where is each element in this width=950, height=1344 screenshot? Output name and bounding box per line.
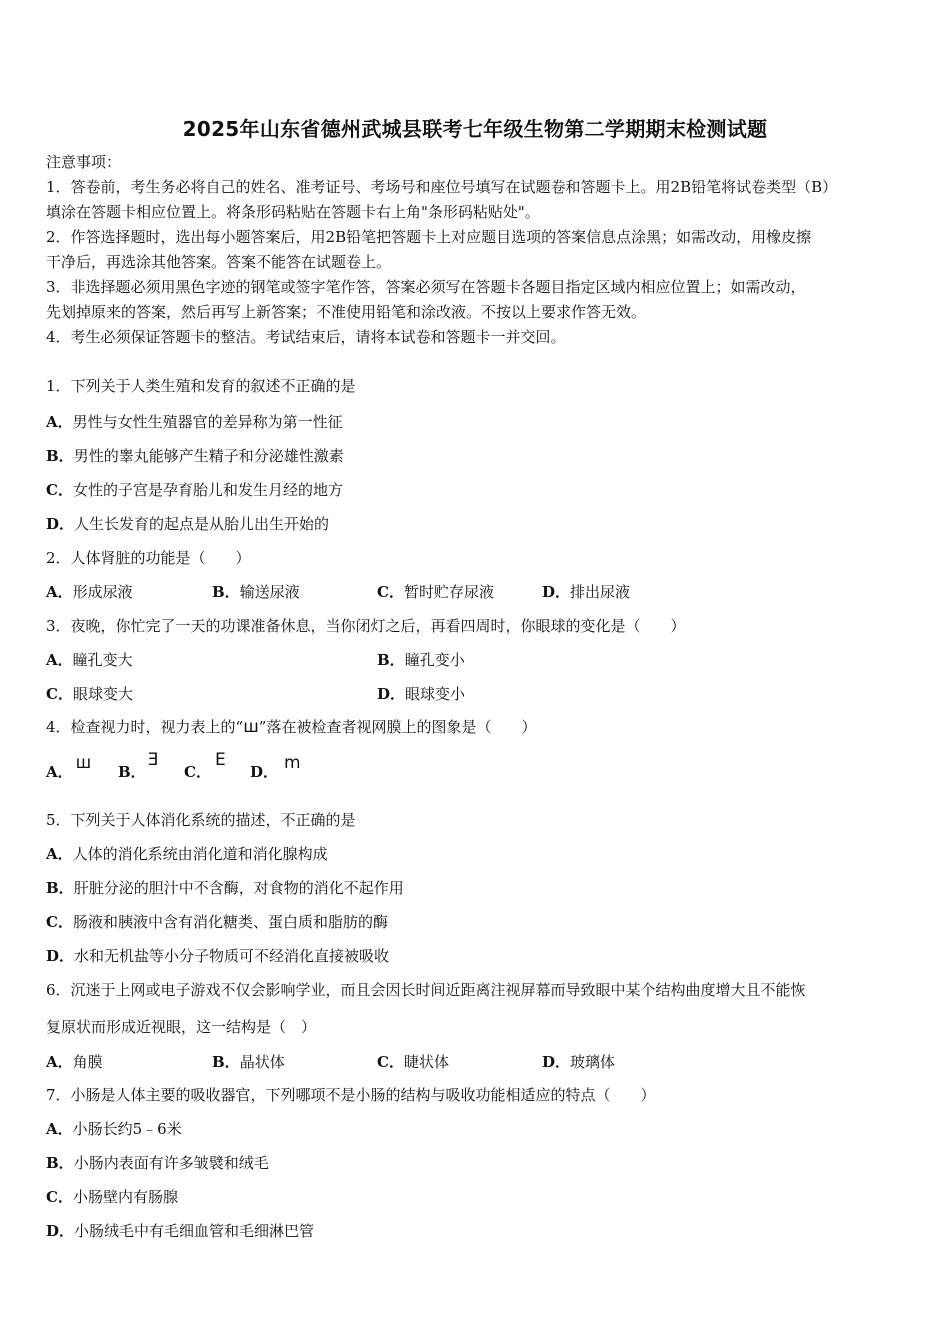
option-text: 输送尿液	[239, 583, 300, 601]
q4-option-a	[46, 753, 92, 782]
q6-option-d	[542, 1052, 615, 1072]
option-text: 男性的睾丸能够产生精子和分泌雄性激素	[73, 447, 344, 465]
option-letter: C．	[46, 1188, 73, 1206]
q6-option-a	[46, 1052, 103, 1072]
option-letter: D．	[542, 1053, 571, 1071]
option-text: 人体的消化系统由消化道和消化腺构成	[72, 845, 328, 863]
e-glyph-up: m	[284, 753, 301, 773]
e-glyph-right: E	[214, 750, 226, 770]
note-line: 干净后，再选涂其他答案。答案不能答在试题卷上。	[46, 253, 392, 271]
option-text: 瞳孔变小	[404, 651, 465, 669]
option-letter: B．	[46, 1154, 74, 1172]
option-letter: A．	[46, 1053, 73, 1071]
option-text: 暂时贮存尿液	[403, 583, 494, 601]
option-letter: C．	[377, 1053, 404, 1071]
q6-option-c	[377, 1052, 449, 1072]
option-letter: B．	[377, 651, 405, 669]
option-letter: A．	[46, 763, 73, 781]
option-letter: D．	[46, 947, 75, 965]
option-text: 角膜	[72, 1053, 103, 1071]
option-letter: C．	[46, 685, 73, 703]
note-line: 1．答卷前，考生务必将自己的姓名、准考证号、考场号和座位号填写在试题卷和答题卡上。用2B铅笔将试卷类型（B）	[46, 178, 838, 196]
option-letter: B．	[212, 1053, 240, 1071]
q1-option-c	[46, 480, 343, 500]
option-letter: C．	[46, 913, 73, 931]
option-text: 睫状体	[403, 1053, 449, 1071]
question-5-stem: 5．下列关于人体消化系统的描述，不正确的是	[46, 811, 356, 829]
option-text: 排出尿液	[570, 583, 631, 601]
option-letter: D．	[250, 763, 279, 781]
option-text: 小肠壁内有肠腺	[72, 1188, 178, 1206]
page-title: 2025年山东省德州武城县联考七年级生物第二学期期末检测试题	[182, 117, 768, 141]
e-glyph-down: ш	[75, 753, 92, 773]
option-text: 男性与女性生殖器官的差异称为第一性征	[72, 413, 343, 431]
option-letter: C．	[377, 583, 404, 601]
q4-option-b	[118, 750, 159, 782]
option-text: 晶状体	[239, 1053, 285, 1071]
q5-option-c	[46, 912, 388, 932]
option-text: 小肠绒毛中有毛细血管和毛细淋巴管	[74, 1222, 315, 1240]
note-line: 3．非选择题必须用黑色字迹的钢笔或签字笔作答，答案必须写在答题卡各题目指定区域内相应位置上；如需改动，	[46, 278, 806, 296]
option-letter: D．	[46, 1222, 75, 1240]
option-text: 肝脏分泌的胆汁中不含酶，对食物的消化不起作用	[73, 879, 404, 897]
note-line: 填涂在答题卡相应位置上。将条形码粘贴在答题卡右上角"条形码粘贴处"。	[46, 203, 540, 221]
option-text: 女性的子宫是孕育胎儿和发生月经的地方	[72, 481, 343, 499]
option-text: 眼球变大	[72, 685, 133, 703]
option-letter: D．	[46, 515, 75, 533]
option-letter: B．	[46, 879, 74, 897]
q3-option-d	[377, 684, 465, 704]
q4-option-d	[250, 753, 301, 782]
option-letter: A．	[46, 1120, 73, 1138]
option-letter: D．	[377, 685, 406, 703]
e-glyph-left: Ǝ	[147, 750, 159, 770]
q5-option-b	[46, 878, 404, 898]
question-1-stem: 1．下列关于人类生殖和发育的叙述不正确的是	[46, 377, 356, 395]
question-6-stem: 6．沉迷于上网或电子游戏不仅会影响学业，而且会因长时间近距离注视屏幕而导致眼中某个结构曲度增大且不能恢	[46, 981, 806, 999]
q7-option-a	[46, 1119, 182, 1139]
option-letter: B．	[46, 447, 74, 465]
q5-option-d	[46, 946, 389, 966]
q6-option-b	[212, 1052, 285, 1072]
option-text: 人生长发育的起点是从胎儿出生开始的	[74, 515, 330, 533]
note-line: 4．考生必须保证答题卡的整洁。考试结束后，请将本试卷和答题卡一并交回。	[46, 328, 566, 346]
q1-option-b	[46, 446, 344, 466]
option-letter: A．	[46, 651, 73, 669]
option-letter: C．	[184, 763, 211, 781]
q2-option-b	[212, 582, 300, 602]
q1-option-a	[46, 412, 343, 432]
option-letter: C．	[46, 481, 73, 499]
q5-option-a	[46, 844, 328, 864]
q7-option-d	[46, 1221, 314, 1241]
question-6-stem-cont: 复原状而形成近视眼，这一结构是（ ）	[46, 1018, 317, 1036]
q4-option-c	[184, 750, 226, 782]
q2-option-c	[377, 582, 494, 602]
e-chart-glyph: ш	[243, 717, 259, 737]
option-letter: A．	[46, 845, 73, 863]
option-letter: D．	[542, 583, 571, 601]
note-line: 先划掉原来的答案，然后再写上新答案；不准使用铅笔和涂改液。不按以上要求作答无效。	[46, 303, 647, 321]
stem-text: 4．检查视力时，视力表上的“	[46, 718, 244, 736]
option-text: 水和无机盐等小分子物质可不经消化直接被吸收	[74, 947, 390, 965]
option-letter: A．	[46, 413, 73, 431]
option-text: 小肠内表面有许多皱襞和绒毛	[73, 1154, 269, 1172]
option-letter: B．	[212, 583, 240, 601]
option-text: 眼球变小	[405, 685, 466, 703]
stem-text: ”落在被检查者视网膜上的图象是（ ）	[258, 718, 537, 736]
question-7-stem: 7．小肠是人体主要的吸收器官，下列哪项不是小肠的结构与吸收功能相适应的特点（ ）	[46, 1086, 656, 1104]
question-2-stem: 2．人体肾脏的功能是（ ）	[46, 549, 251, 567]
q7-option-b	[46, 1153, 269, 1173]
q1-option-d	[46, 514, 329, 534]
q3-option-b	[377, 650, 465, 670]
note-line: 2．作答选择题时，选出每小题答案后，用2B铅笔把答题卡上对应题目选项的答案信息点涂黑；如需改动，用橡皮擦	[46, 228, 812, 246]
q2-option-a	[46, 582, 133, 602]
option-text: 瞳孔变大	[72, 651, 133, 669]
question-4-stem	[46, 717, 536, 737]
q3-option-a	[46, 650, 133, 670]
question-3-stem: 3．夜晚，你忙完了一天的功课准备休息，当你闭灯之后，再看四周时，你眼球的变化是（ ）	[46, 617, 686, 635]
option-letter: B．	[118, 763, 146, 781]
q2-option-d	[542, 582, 630, 602]
option-letter: A．	[46, 583, 73, 601]
option-text: 肠液和胰液中含有消化糖类、蛋白质和脂肪的酶	[72, 913, 388, 931]
q7-option-c	[46, 1187, 178, 1207]
q3-option-c	[46, 684, 133, 704]
option-text: 玻璃体	[570, 1053, 616, 1071]
option-text: 形成尿液	[72, 583, 133, 601]
option-text: 小肠长约5﹣6米	[72, 1120, 182, 1138]
notes-heading: 注意事项：	[46, 153, 122, 171]
